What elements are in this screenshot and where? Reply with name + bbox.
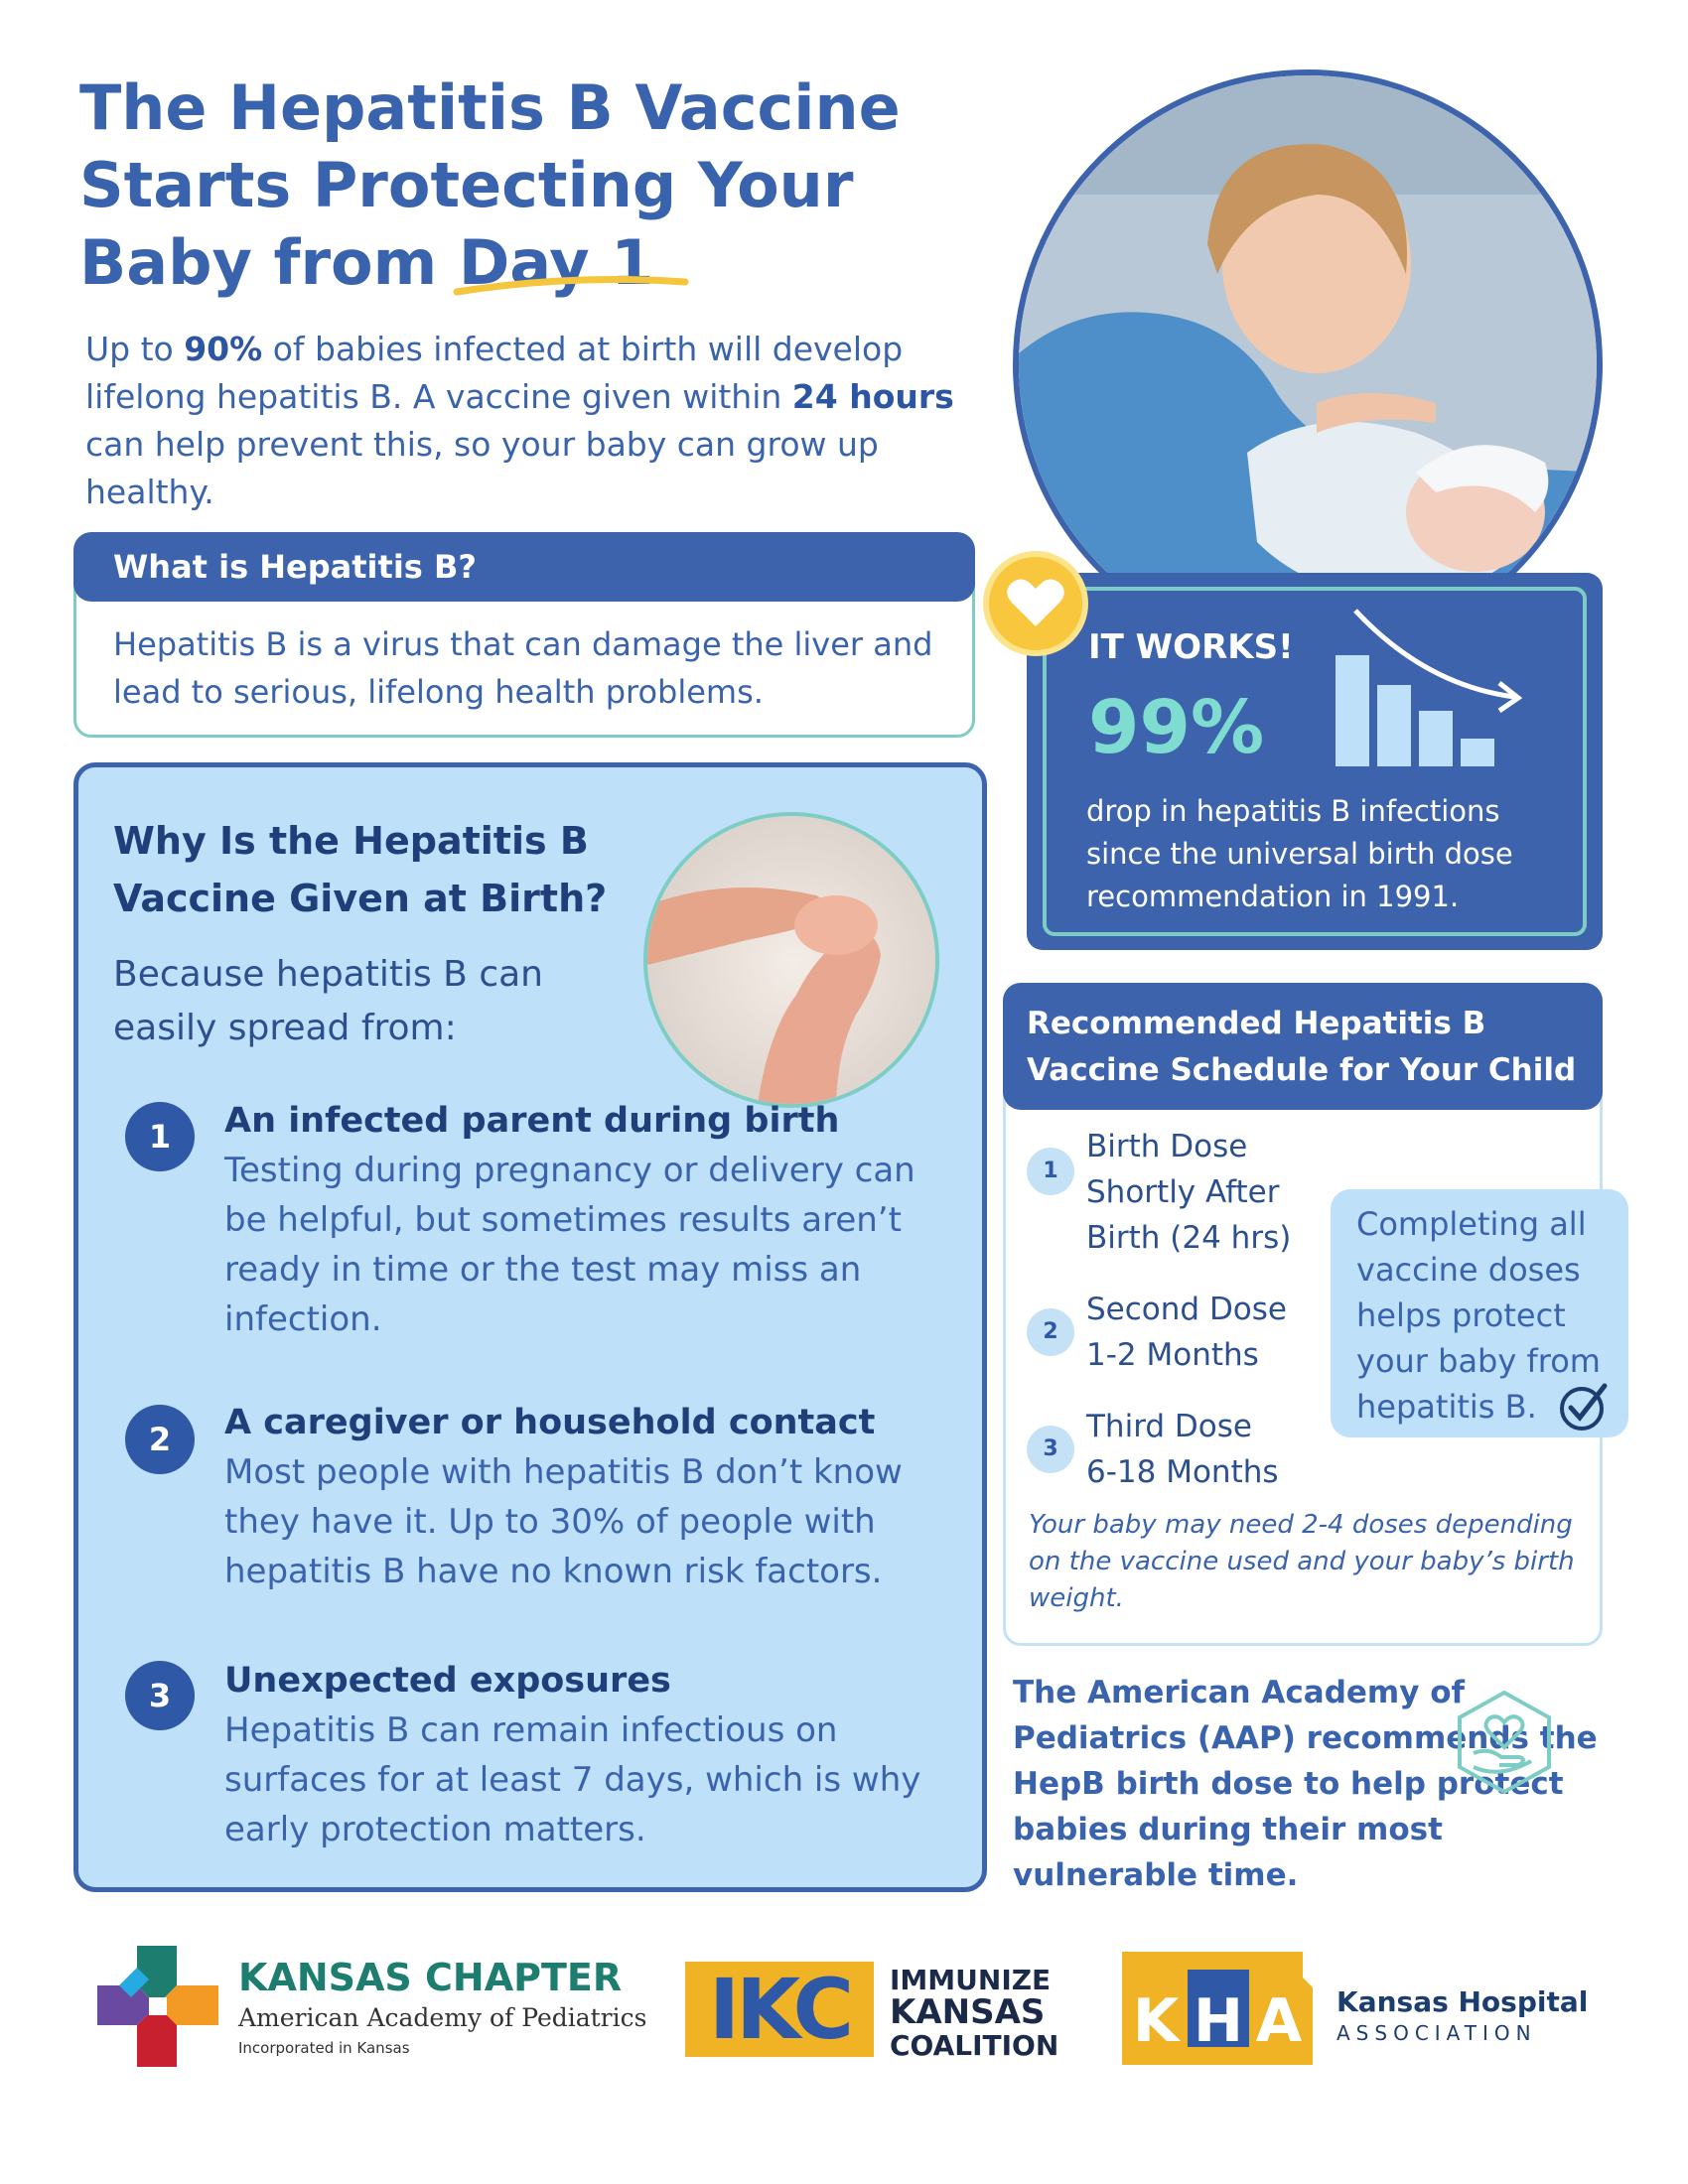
it-works-percent: 99% <box>1088 685 1265 770</box>
complete-doses-callout: Completing all vaccine doses helps protect your baby from hepatitis B. <box>1331 1189 1628 1437</box>
kha-logo-h: H <box>1193 1986 1244 2056</box>
declining-bar-chart-icon <box>1336 606 1534 774</box>
reason-3-heading: Unexpected exposures <box>224 1661 671 1701</box>
heart-in-hand-icon <box>1450 1688 1559 1797</box>
title-line-2: Starts Protecting Your <box>79 149 854 221</box>
what-is-hepb-text: Hepatitis B is a virus that can damage the liver and lead to serious, lifelong health problems. <box>113 625 933 711</box>
title-highlight: Day 1 <box>458 226 654 299</box>
heart-icon <box>989 557 1082 650</box>
kha-logo-a: A <box>1255 1986 1303 2056</box>
it-works-description: drop in hepatitis B infections since the universal birth dose recommendation in 1991. <box>1086 794 1513 913</box>
title-underline-decoration <box>452 270 690 300</box>
dose-3-text: Third Dose 6-18 Months <box>1086 1409 1279 1490</box>
reason-2-body: Most people with hepatitis B don’t know they have it. Up to 30% of people with hepatitis B have no known risk factors. <box>224 1452 903 1591</box>
heart-badge <box>983 551 1088 656</box>
dose-1-number: 1 <box>1027 1148 1074 1195</box>
why-vaccine-subtext: Because hepatitis B can easily spread from: <box>113 954 543 1048</box>
title-line-3a: Baby from <box>79 226 459 299</box>
dose-2-text: Second Dose 1-2 Months <box>1086 1292 1287 1373</box>
it-works-label: IT WORKS! <box>1088 627 1294 667</box>
dose-3-number: 3 <box>1027 1426 1074 1473</box>
ikc-logo-text: IMMUNIZE KANSAS COALITION <box>890 1964 1059 2062</box>
schedule-heading: Recommended Hepatitis B Vaccine Schedule for Your Child <box>1003 983 1603 1110</box>
dose-1-text: Birth Dose Shortly After Birth (24 hrs) <box>1086 1129 1292 1256</box>
intro-paragraph: Up to 90% of babies infected at birth will develop lifelong hepatitis B. A vaccine given within 24 hours can help prevent this, so your baby can grow up healthy. <box>85 330 954 511</box>
check-circle-icon <box>1557 1380 1611 1433</box>
reason-3-body: Hepatitis B can remain infectious on surfaces for at least 7 days, which is why early protection matters. <box>224 1710 921 1849</box>
incorporated-text: Incorporated in Kansas <box>238 2039 410 2057</box>
kansas-chapter-aap-logo <box>97 1946 218 2067</box>
kha-name: Kansas Hospital <box>1336 1985 1589 2018</box>
mother-and-baby-photo <box>1013 69 1603 659</box>
reason-1-body: Testing during pregnancy or delivery can be helpful, but sometimes results aren’t ready in time or the test may miss an infection. <box>224 1151 915 1339</box>
dose-2-number: 2 <box>1027 1308 1074 1356</box>
title-line-1: The Hepatitis B Vaccine <box>79 71 901 144</box>
stat-90-percent: 90% <box>184 330 263 368</box>
kha-association: ASSOCIATION <box>1336 2021 1537 2045</box>
why-vaccine-heading: Why Is the Hepatitis B Vaccine Given at Birth? <box>113 819 608 920</box>
kha-logo-k: K <box>1132 1986 1180 2056</box>
reason-2-heading: A caregiver or household contact <box>224 1403 876 1442</box>
kha-logo <box>1118 1948 1317 2069</box>
aap-name: American Academy of Pediatrics <box>238 2003 647 2032</box>
reason-1-number: 1 <box>125 1102 195 1171</box>
schedule-note: Your baby may need 2-4 doses depending on the vaccine used and your baby’s birth weight. <box>1029 1510 1575 1613</box>
reason-2-number: 2 <box>125 1405 195 1474</box>
stat-24-hours: 24 hours <box>791 377 954 416</box>
aap-recommendation: The American Academy of Pediatrics (AAP) recommends the HepB birth dose to help protect babies during their most vulnerable time. <box>1013 1675 1598 1893</box>
page-title <box>79 69 973 302</box>
reason-3-number: 3 <box>125 1661 195 1730</box>
reason-1-heading: An infected parent during birth <box>224 1101 840 1141</box>
baby-hand-photo <box>643 812 939 1108</box>
ikc-logo-mark: IKC <box>685 1962 874 2057</box>
kansas-chapter-name: KANSAS CHAPTER <box>238 1956 623 1999</box>
what-is-hepb-heading: What is Hepatitis B? <box>73 532 975 602</box>
